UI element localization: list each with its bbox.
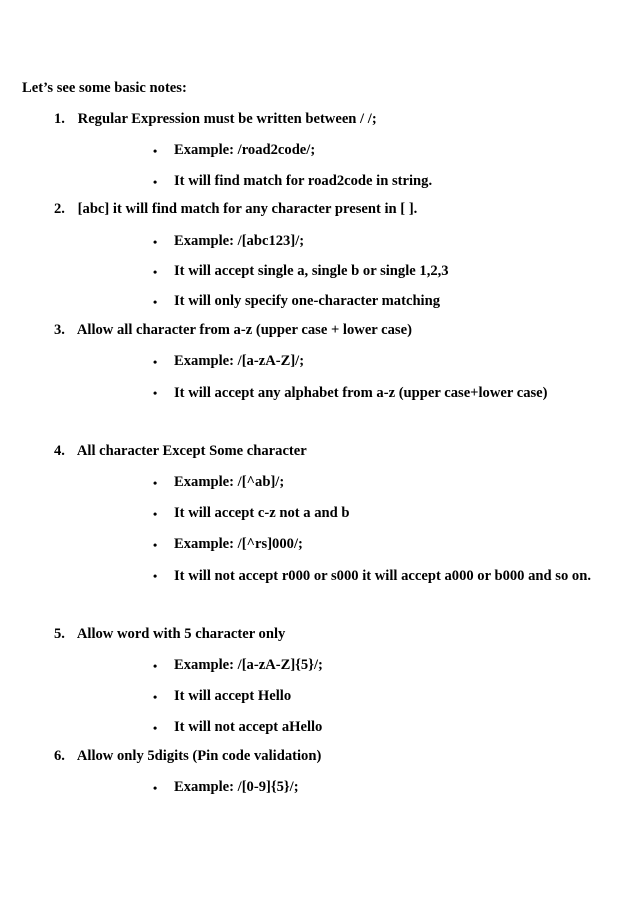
bullet-icon: • bbox=[153, 538, 158, 552]
bullet-text: It will only specify one-character matching bbox=[174, 293, 441, 309]
item-title: Allow only 5digits (Pin code validation) bbox=[76, 748, 322, 764]
bullet-text: It will accept c-z not a and b bbox=[174, 505, 350, 521]
bullet-text: It will not accept r000 or s000 it will accept a000 or b000 and so on. bbox=[174, 568, 591, 584]
item-number: 3. bbox=[54, 322, 65, 338]
bullet-icon: • bbox=[153, 386, 158, 400]
bullet-text: Example: /[abc123]/; bbox=[174, 233, 305, 249]
bullet-icon: • bbox=[153, 295, 158, 309]
bullet-icon: • bbox=[153, 507, 158, 521]
item-number: 5. bbox=[54, 626, 65, 642]
item-title: [abc] it will find match for any character present in [ ]. bbox=[77, 201, 418, 217]
bullet-text: Example: /road2code/; bbox=[174, 142, 316, 158]
list-item-5 bbox=[54, 626, 285, 643]
item-title: Allow word with 5 character only bbox=[76, 626, 286, 642]
notes-heading: Let’s see some basic notes: bbox=[22, 80, 187, 96]
bullet-icon: • bbox=[153, 144, 158, 158]
bullet-icon: • bbox=[153, 781, 158, 795]
item-number: 2. bbox=[54, 201, 65, 217]
list-item-6 bbox=[54, 748, 321, 765]
bullet-text: It will not accept aHello bbox=[174, 719, 323, 735]
bullet-text: Example: /[^rs]000/; bbox=[174, 536, 303, 552]
bullet-text: It will accept Hello bbox=[174, 688, 292, 704]
bullet-icon: • bbox=[153, 235, 158, 249]
bullet-text: Example: /[a-zA-Z]{5}/; bbox=[174, 657, 323, 673]
bullet-icon: • bbox=[153, 175, 158, 189]
bullet-text: It will find match for road2code in string. bbox=[174, 173, 433, 189]
bullet-icon: • bbox=[153, 659, 158, 673]
item-number: 4. bbox=[54, 443, 65, 459]
bullet-icon: • bbox=[153, 355, 158, 369]
bullet-icon: • bbox=[153, 476, 158, 490]
bullet-icon: • bbox=[153, 569, 158, 583]
list-item-2 bbox=[54, 201, 417, 218]
bullet-text: Example: /[a-zA-Z]/; bbox=[174, 353, 305, 369]
bullet-icon: • bbox=[153, 690, 158, 704]
bullet-text: Example: /[0-9]{5}/; bbox=[174, 779, 299, 795]
item-number: 6. bbox=[54, 748, 65, 764]
item-title: All character Except Some character bbox=[76, 443, 307, 459]
bullet-text: Example: /[^ab]/; bbox=[174, 474, 285, 490]
item-number: 1. bbox=[54, 111, 65, 127]
bullet-icon: • bbox=[153, 265, 158, 279]
bullet-text: It will accept single a, single b or single 1,2,3 bbox=[174, 263, 449, 279]
list-item-4 bbox=[54, 443, 307, 460]
bullet-icon: • bbox=[153, 721, 158, 735]
item-title: Regular Expression must be written between / /; bbox=[77, 111, 377, 127]
list-item-3 bbox=[54, 322, 412, 339]
list-item-1 bbox=[54, 111, 377, 128]
bullet-text: It will accept any alphabet from a-z (upper case+lower case) bbox=[174, 385, 548, 401]
item-title: Allow all character from a-z (upper case + lower case) bbox=[76, 322, 412, 338]
